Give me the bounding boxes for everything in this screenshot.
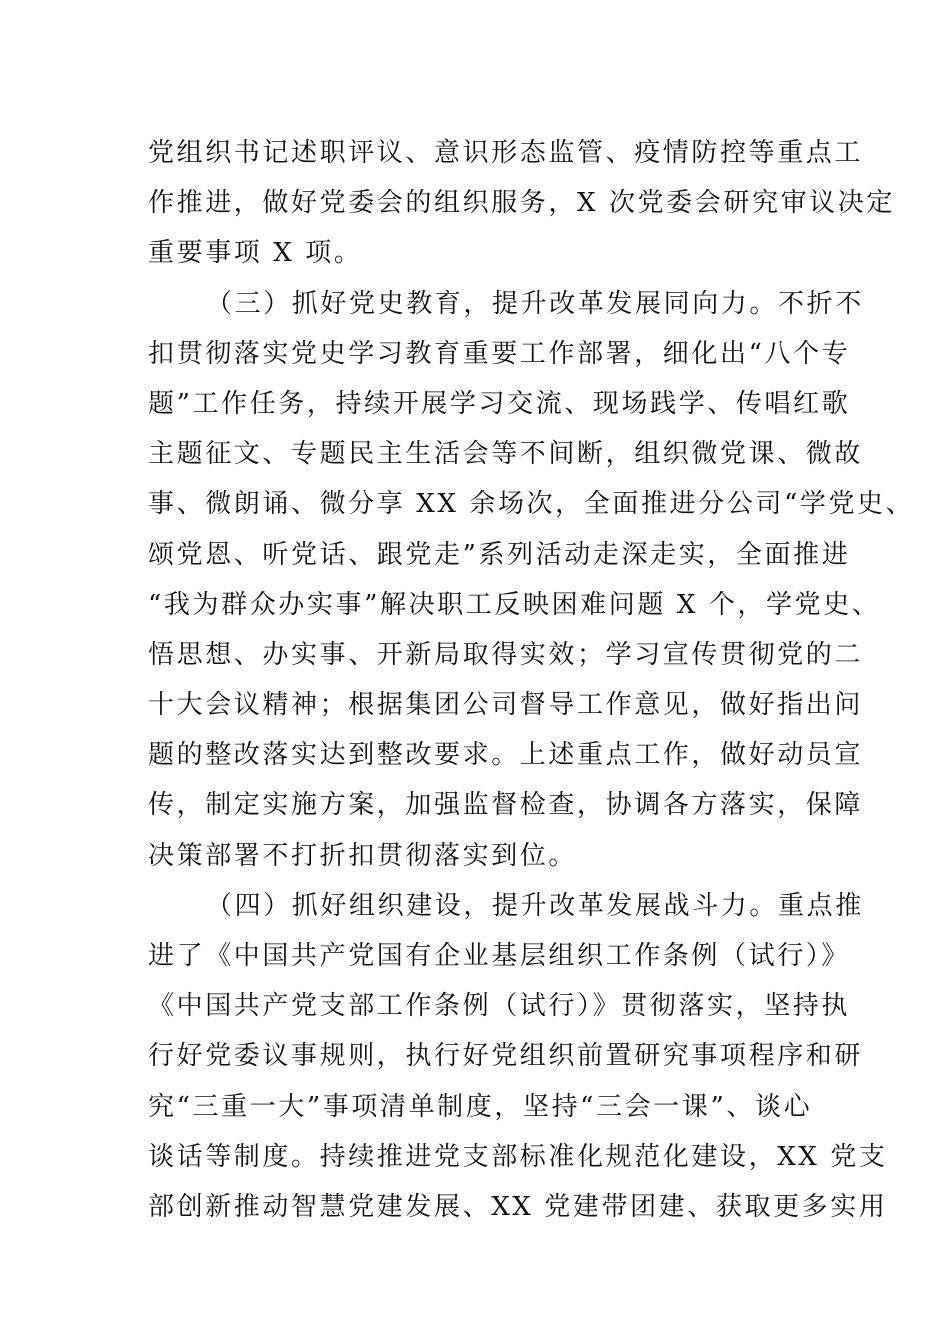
text-line: 传，制定实施方案，加强监督检查，协调各方落实，保障	[148, 790, 864, 821]
text-line: “我为群众办实事”解决职工反映困难问题 X 个，学党史、	[148, 589, 881, 620]
text-line: 重要事项 X 项。	[148, 238, 363, 269]
section-heading-line: （三）抓好党史教育，提升改革发展同向力。不折不	[206, 288, 864, 319]
text-line: 《中国共产党支部工作条例（试行）》贯彻落实，坚持执	[148, 991, 851, 1022]
text-line: 扣贯彻落实党史学习教育重要工作部署，细化出“八个专	[148, 338, 851, 369]
text-line: 部创新推动智慧党建发展、XX 党建带团建、获取更多实用	[148, 1191, 888, 1222]
text-line: 题”工作任务，持续开展学习交流、现场践学、传唱红歌	[148, 388, 851, 419]
paragraph-continuation	[148, 128, 895, 279]
text-line: 谈话等制度。持续推进党支部标准化规范化建设，XX 党支	[148, 1141, 888, 1172]
text-line: 十大会议精神；根据集团公司督导工作意见，做好指出问	[148, 690, 864, 721]
text-line: 主题征文、专题民主生活会等不间断，组织微党课、微故	[148, 439, 864, 470]
text-line: 进了《中国共产党国有企业基层组织工作条例（试行）》	[148, 941, 851, 971]
text-line: 党组织书记述职评议、意识形态监管、疫情防控等重点工	[148, 138, 864, 168]
section-heading-line: （四）抓好组织建设，提升改革发展战斗力。重点推	[206, 890, 864, 921]
body-text	[148, 128, 915, 1232]
text-line: 悟思想、办实事、开新局取得实效；学习宣传贯彻党的二	[148, 639, 864, 670]
text-line: 颂党恩、听党话、跟党走”系列活动走深走实，全面推进	[148, 539, 851, 570]
text-line: 题的整改落实达到整改要求。上述重点工作，做好动员宣	[148, 740, 864, 771]
paragraph-section-3	[148, 279, 915, 881]
text-line: 事、微朗诵、微分享 XX 余场次，全面推进分公司“学党史、	[148, 489, 915, 520]
text-line: 作推进，做好党委会的组织服务，X 次党委会研究审议决定	[148, 188, 895, 219]
paragraph-section-4	[148, 881, 888, 1232]
text-line: 决策部署不打折扣贯彻落实到位。	[148, 840, 578, 871]
text-line: 究“三重一大”事项清单制度，坚持“三会一课”、谈心	[148, 1091, 813, 1122]
text-line: 行好党委议事规则，执行好党组织前置研究事项程序和研	[148, 1041, 864, 1072]
